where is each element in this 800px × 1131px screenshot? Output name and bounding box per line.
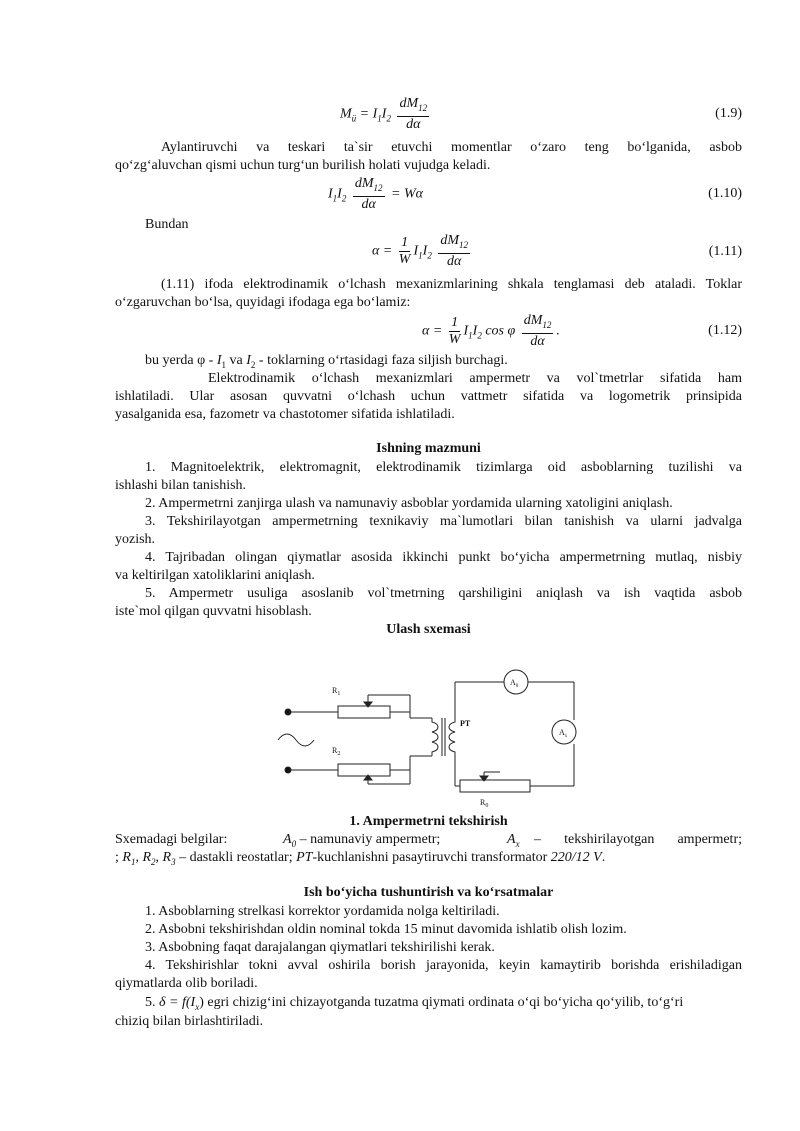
circuit-diagram — [270, 660, 600, 810]
resistor-r0 — [460, 780, 530, 792]
list-item: qiymatlarda olib boriladi. — [115, 976, 258, 991]
equation-number-1-11: (1.11) — [708, 244, 742, 259]
list-item: 5. $\delta = f(I_x)$ egri chizig‘ini chizayotganda tuzatma qiymati ordinata o‘qi bo‘yicha qo‘yilib, to‘g‘ri — [145, 995, 684, 1012]
label-pt: PT — [460, 719, 471, 728]
paragraph-line: yasalganida esa, fazometr va chastotomer sifatida ishlatiladi. — [115, 407, 455, 422]
paragraph-line: Aylantiruvchi va teskari ta`sir etuvchi momentlar o‘zaro teng bo‘lganida, asbob — [161, 140, 742, 155]
paragraph-line: o‘zgaruvchan bo‘lsa, quyidagi ifodaga ega bo‘lamiz: — [115, 295, 411, 310]
legend-line: ; $R_1$, $R_2$, $R_3$ – dastakli reostatlar; PT-kuchlanishni pasaytiruvchi transformator 220/12 V. — [115, 850, 606, 867]
list-item: yozish. — [115, 532, 156, 547]
figure-caption: 1. Ampermetrni tekshirish — [349, 814, 508, 829]
list-item: 2. Asbobni tekshirishdan oldin nominal tokda 15 minut davomida ishlatib olish lozim. — [145, 922, 627, 937]
label-ax: $A_x$ — [559, 728, 568, 739]
equation-1-12: α = $\frac{1}{W}$ $I_1I_2$ cos φ $\frac{dM_{12}}{d\alpha}$ . — [422, 313, 560, 349]
equation-1-11: α = $\frac{1}{W}$ $I_1I_2$ $\frac{dM_{12}}{d\alpha}$ — [372, 233, 468, 269]
equation-1-9: $M_ü = I_1I_2$ $\frac{dM_{12}}{d\alpha}$ — [340, 96, 428, 132]
list-item: 5. Ampermetr usuliga asoslanib vol`tmetrning qarshiligini aniqlash va ish vaqtida asbob — [145, 586, 742, 601]
section-heading-ulash-sxemasi: Ulash sxemasi — [386, 622, 471, 637]
ac-source-symbol — [278, 734, 314, 746]
legend-line: Sxemadagi belgilar: $A_0$ – namunaviy ampermetr; $A_x$ – tekshirilayotgan ampermetr; — [115, 832, 742, 849]
transformer-primary-coil — [432, 718, 438, 756]
paragraph-line: ishlatiladi. Ular asosan quvvatni o‘lchash uchun vattmetr sifatida va logometrik prinsipida — [115, 389, 742, 404]
equation-number-1-9: (1.9) — [715, 106, 742, 121]
list-item: 4. Tekshirishlar tokni avval oshirila borish jarayonida, keyin kamaytirib borishda erishiladigan — [145, 958, 742, 973]
resistor-r2 — [338, 764, 390, 776]
label-r2: $R_2$ — [332, 746, 341, 757]
resistor-r1 — [338, 706, 390, 718]
label-r0: $R_0$ — [480, 798, 489, 809]
equation-number-1-12: (1.12) — [708, 323, 742, 338]
paragraph-line: Elektrodinamik o‘lchash mexanizmlari ampermetr va vol`tmetrlar sifatida ham — [208, 371, 742, 386]
list-item: 4. Tajribadan olingan qiymatlar asosida ikkinchi punkt bo‘yicha ampermetrning mutlaq, nisbiy — [145, 550, 742, 565]
list-item: 2. Ampermetrni zanjirga ulash va namunaviy asboblar yordamida ularning xatoligini aniqlash. — [145, 496, 673, 511]
list-item: iste`mol qilgan quvvatni hisoblash. — [115, 604, 312, 619]
section-heading-ish-boyicha: Ish bo‘yicha tushuntirish va ko‘rsatmalar — [303, 885, 554, 900]
list-item: 1. Asboblarning strelkasi korrektor yordamida nolga keltiriladi. — [145, 904, 500, 919]
section-heading-ishning-mazmuni: Ishning mazmuni — [376, 441, 481, 456]
label-r1: $R_1$ — [332, 686, 341, 697]
list-item: chiziq bilan birlashtiriladi. — [115, 1014, 264, 1029]
list-item: 3. Tekshirilayotgan ampermetrning texnikaviy ma`lumotlari bilan tanishish va ularni jadvalga — [145, 514, 742, 529]
list-item: va keltirilgan xatoliklarini aniqlash. — [115, 568, 315, 583]
label-a0: $A_0$ — [510, 678, 519, 689]
list-item: ishlashi bilan tanishish. — [115, 478, 247, 493]
paragraph-line: (1.11) ifoda elektrodinamik o‘lchash mexanizmlarining shkala tenglamasi deb ataladi. Toklar — [161, 277, 742, 292]
equation-1-10: $I_1I_2$ $\frac{dM_{12}}{d\alpha}$ = Wα — [328, 176, 423, 212]
paragraph-line: Bundan — [145, 217, 189, 232]
paragraph-line: qo‘zg‘aluvchan qismi uchun turg‘un burilish holati vujudga keladi. — [115, 158, 491, 173]
ammeter-a0 — [504, 670, 528, 694]
transformer-secondary-coil — [449, 718, 455, 756]
list-item: 1. Magnitoelektrik, elektromagnit, elektrodinamik tizimlarga oid asboblarning tuzilishi va — [145, 460, 742, 475]
paragraph-line: bu yerda φ - $I_1$ va $I_2$ - toklarning o‘rtasidagi faza siljish burchagi. — [145, 353, 508, 370]
list-item: 3. Asbobning faqat darajalangan qiymatlari tekshirilishi kerak. — [145, 940, 495, 955]
equation-number-1-10: (1.10) — [708, 186, 742, 201]
